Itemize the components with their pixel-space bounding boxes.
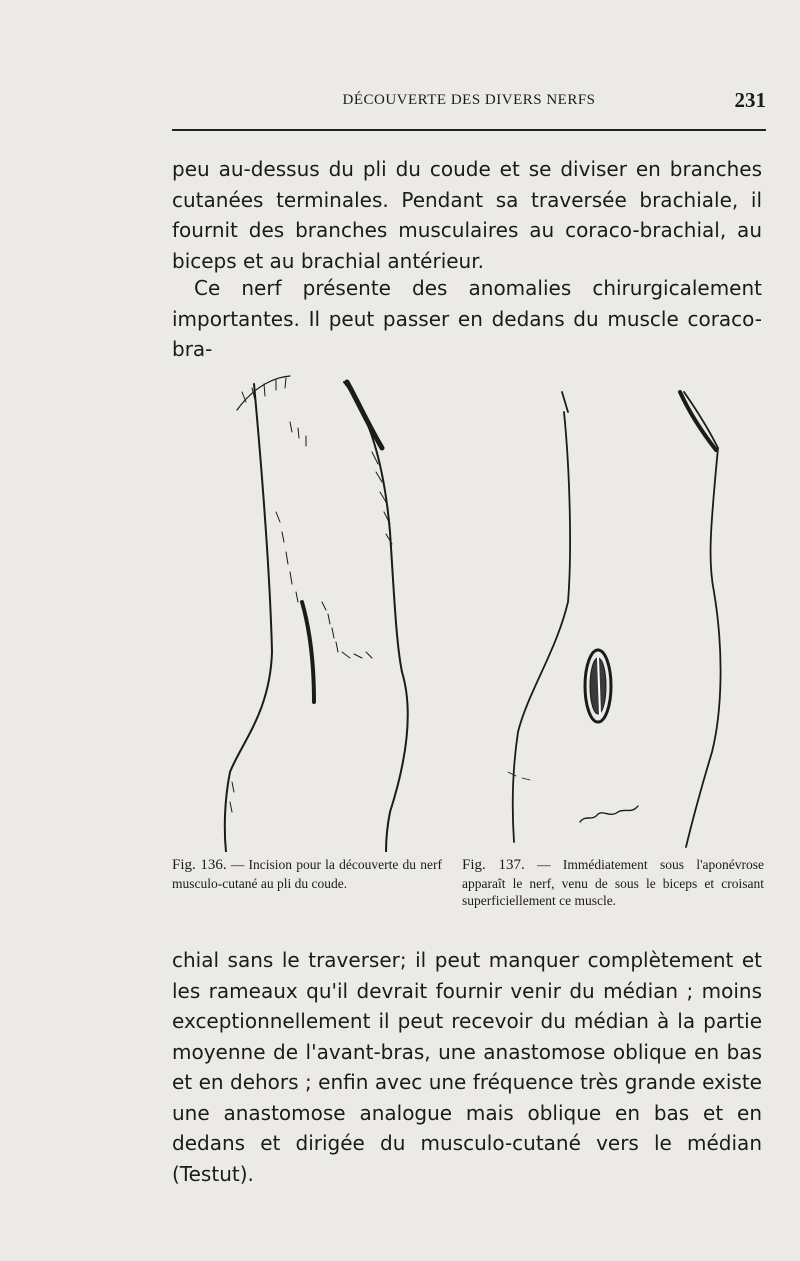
figure-137-caption [462,856,764,910]
running-title: DÉCOUVERTE DES DIVERS NERFS [342,92,596,108]
paragraph-3: chial sans le traverser; il peut manquer complètement et les rameaux qu'il devrait fournir venir du médian ; moins exceptionnellement il peut recevoir du médian à la partie moyenne de l'avant-bras, une anastomose oblique en bas et en dehors ; enfin avec une fréquence très grande existe une anastomose analogue mais oblique en bas et en dedans et dirigée du musculo-cutané vers le médian (Testut). [172,948,762,1186]
figure-137-text: — Immédiatement sous l'aponévrose apparaît le nerf, venu de sous le biceps et croisant superficiellement ce muscle. [462,857,764,908]
figure-illustrations [172,352,766,852]
page-number: 231 [734,88,766,112]
header-rule [172,129,766,131]
arm-aponeurosis-drawing [508,392,721,847]
paragraph-1: peu au-dessus du pli du coude et se diviser en branches cutanées terminales. Pendant sa traversée brachiale, il fournit des branches musculaires au coraco-brachial, au biceps et au brachial antérieur. [172,157,762,273]
arm-drawings [172,352,766,852]
page-header [172,88,766,122]
figure-137-label: Fig. 137. [462,857,525,873]
figure-136-label: Fig. 136. [172,857,227,873]
figure-136-text: — Incision pour la découverte du nerf musculo-cutané au pli du coude. [172,857,442,891]
paragraph-2: Ce nerf présente des anomalies chirurgicalement importantes. Il peut passer en dedans du muscle coraco-bra- [172,276,762,361]
figure-136-caption [172,856,442,892]
arm-incision-drawing [225,376,408,852]
